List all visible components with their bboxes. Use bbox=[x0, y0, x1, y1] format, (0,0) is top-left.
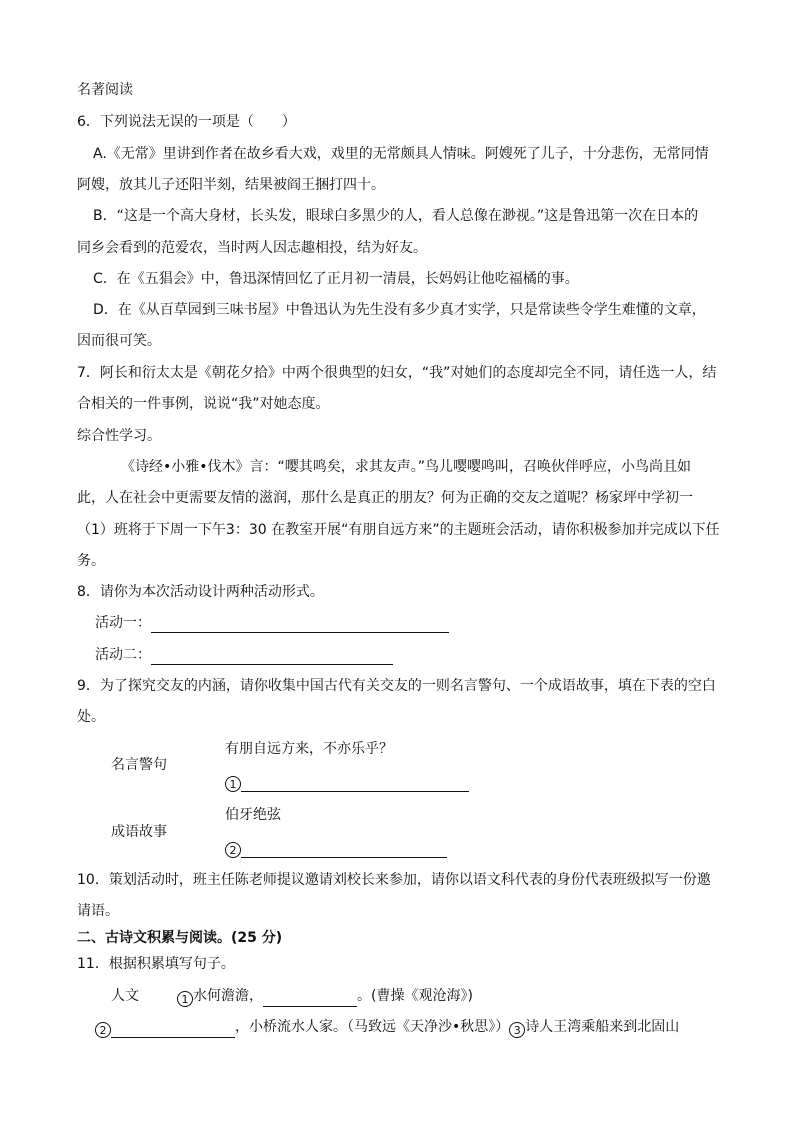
q11-line2 bbox=[95, 1017, 679, 1038]
heading-mingzhu: 名著阅读 bbox=[77, 82, 133, 98]
q9-line1: 9．为了探究交友的内涵，请你收集中国古代有关交友的一则名言警句、一个成语故事，填在下表的空白 bbox=[77, 678, 716, 694]
q11-part2: ，小桥流水人家。（马致远《天净沙•秋思》） bbox=[235, 1019, 510, 1035]
q9-row2-answer bbox=[225, 837, 447, 858]
q9-row1-label: 名言警句 bbox=[111, 757, 167, 773]
circled-number-1: 1 bbox=[225, 776, 241, 792]
q11-renwen: 人文 bbox=[111, 988, 139, 1004]
circled-number-3: 3 bbox=[509, 1022, 525, 1038]
q6-option-b-line1: B．“这是一个高大身材，长头发，眼球白多黑少的人，看人总像在渺视。”这是鲁迅第一次在日本的 bbox=[93, 208, 699, 224]
q8-activity1-label: 活动一： bbox=[95, 615, 151, 631]
q9-row1-blank[interactable] bbox=[241, 773, 469, 792]
section2-heading: 二、古诗文积累与阅读。(25 分) bbox=[77, 930, 283, 946]
q6-option-a-line1: A.《无常》里讲到作者在故乡看大戏，戏里的无常颇具人情味。阿嫂死了儿子，十分悲伤，无常同情 bbox=[93, 146, 709, 162]
intro-line3: （1）班将于下周一下午3：30 在教室开展“有朋自远方来”的主题班会活动，请你积极参加并完成以下任 bbox=[77, 522, 720, 538]
intro-line1: 《诗经•小雅•伐木》言：“嘤其鸣矣，求其友声。”鸟儿嘤嘤鸣叫，召唤伙伴呼应，小鸟尚且如 bbox=[121, 459, 692, 475]
intro-line4: 务。 bbox=[77, 553, 105, 569]
intro-line2: 此，人在社会中更需要友情的滋润，那什么是真正的朋友？何为正确的交友之道呢？杨家坪中学初一 bbox=[77, 490, 693, 506]
q10-line1: 10．策划活动时，班主任陈老师提议邀请刘校长来参加，请你以语文科代表的身份代表班级拟写一份邀 bbox=[77, 872, 711, 888]
q11-blank1[interactable] bbox=[263, 988, 357, 1007]
q11-part1-end: 。(曹操《观沧海》) bbox=[357, 988, 473, 1004]
q10-line2: 请语。 bbox=[77, 903, 119, 919]
q6-option-d-line2: 因而很可笑。 bbox=[77, 333, 161, 349]
q8-activity1-blank[interactable] bbox=[151, 614, 449, 633]
q11-blank2[interactable] bbox=[111, 1019, 235, 1038]
circled-number-2: 2 bbox=[95, 1022, 111, 1038]
q11-line1 bbox=[111, 986, 473, 1007]
q7-line1: 7．阿长和衍太太是《朝花夕拾》中两个很典型的妇女，“我”对她们的态度却完全不同，请任选一人，结 bbox=[77, 365, 717, 381]
q6-option-b-line2: 同乡会看到的范爱农，当时两人因志趣相投，结为好友。 bbox=[77, 240, 427, 256]
q9-row1-text: 有朋自远方来，不亦乐乎？ bbox=[225, 741, 393, 757]
q11-part3: 诗人王湾乘船来到北固山 bbox=[525, 1019, 680, 1035]
circled-number-2: 2 bbox=[225, 842, 241, 858]
q11-stem: 11．根据积累填写句子。 bbox=[77, 956, 235, 972]
q11-part1: 水何澹澹， bbox=[193, 988, 263, 1004]
q9-row2-blank[interactable] bbox=[241, 839, 447, 858]
q8-activity2-blank[interactable] bbox=[151, 646, 393, 665]
q8-activity1 bbox=[95, 613, 449, 633]
q9-line2: 处。 bbox=[77, 709, 105, 725]
q9-row1-answer bbox=[225, 771, 469, 792]
q9-row2-label: 成语故事 bbox=[111, 824, 167, 840]
q7-line2: 合相关的一件事例，说说“我”对她态度。 bbox=[77, 396, 330, 412]
q8-stem: 8．请你为本次活动设计两种活动形式。 bbox=[77, 584, 324, 600]
q9-row2-text: 伯牙绝弦 bbox=[225, 807, 281, 823]
circled-number-1: 1 bbox=[177, 991, 193, 1007]
q6-option-c: C．在《五猖会》中，鲁迅深情回忆了正月初一清晨，长妈妈让他吃福橘的事。 bbox=[93, 271, 579, 287]
q6-stem: 6．下列说法无误的一项是（ ） bbox=[77, 114, 296, 130]
q8-activity2 bbox=[95, 645, 393, 665]
q6-option-a-line2: 阿嫂，放其儿子还阳半刻，结果被阎王捆打四十。 bbox=[77, 177, 385, 193]
q6-option-d-line1: D．在《从百草园到三味书屋》中鲁迅认为先生没有多少真才实学，只是常读些令学生难懂的文章， bbox=[93, 302, 706, 318]
q8-activity2-label: 活动二： bbox=[95, 647, 151, 663]
heading-zonghe: 综合性学习。 bbox=[77, 428, 161, 444]
